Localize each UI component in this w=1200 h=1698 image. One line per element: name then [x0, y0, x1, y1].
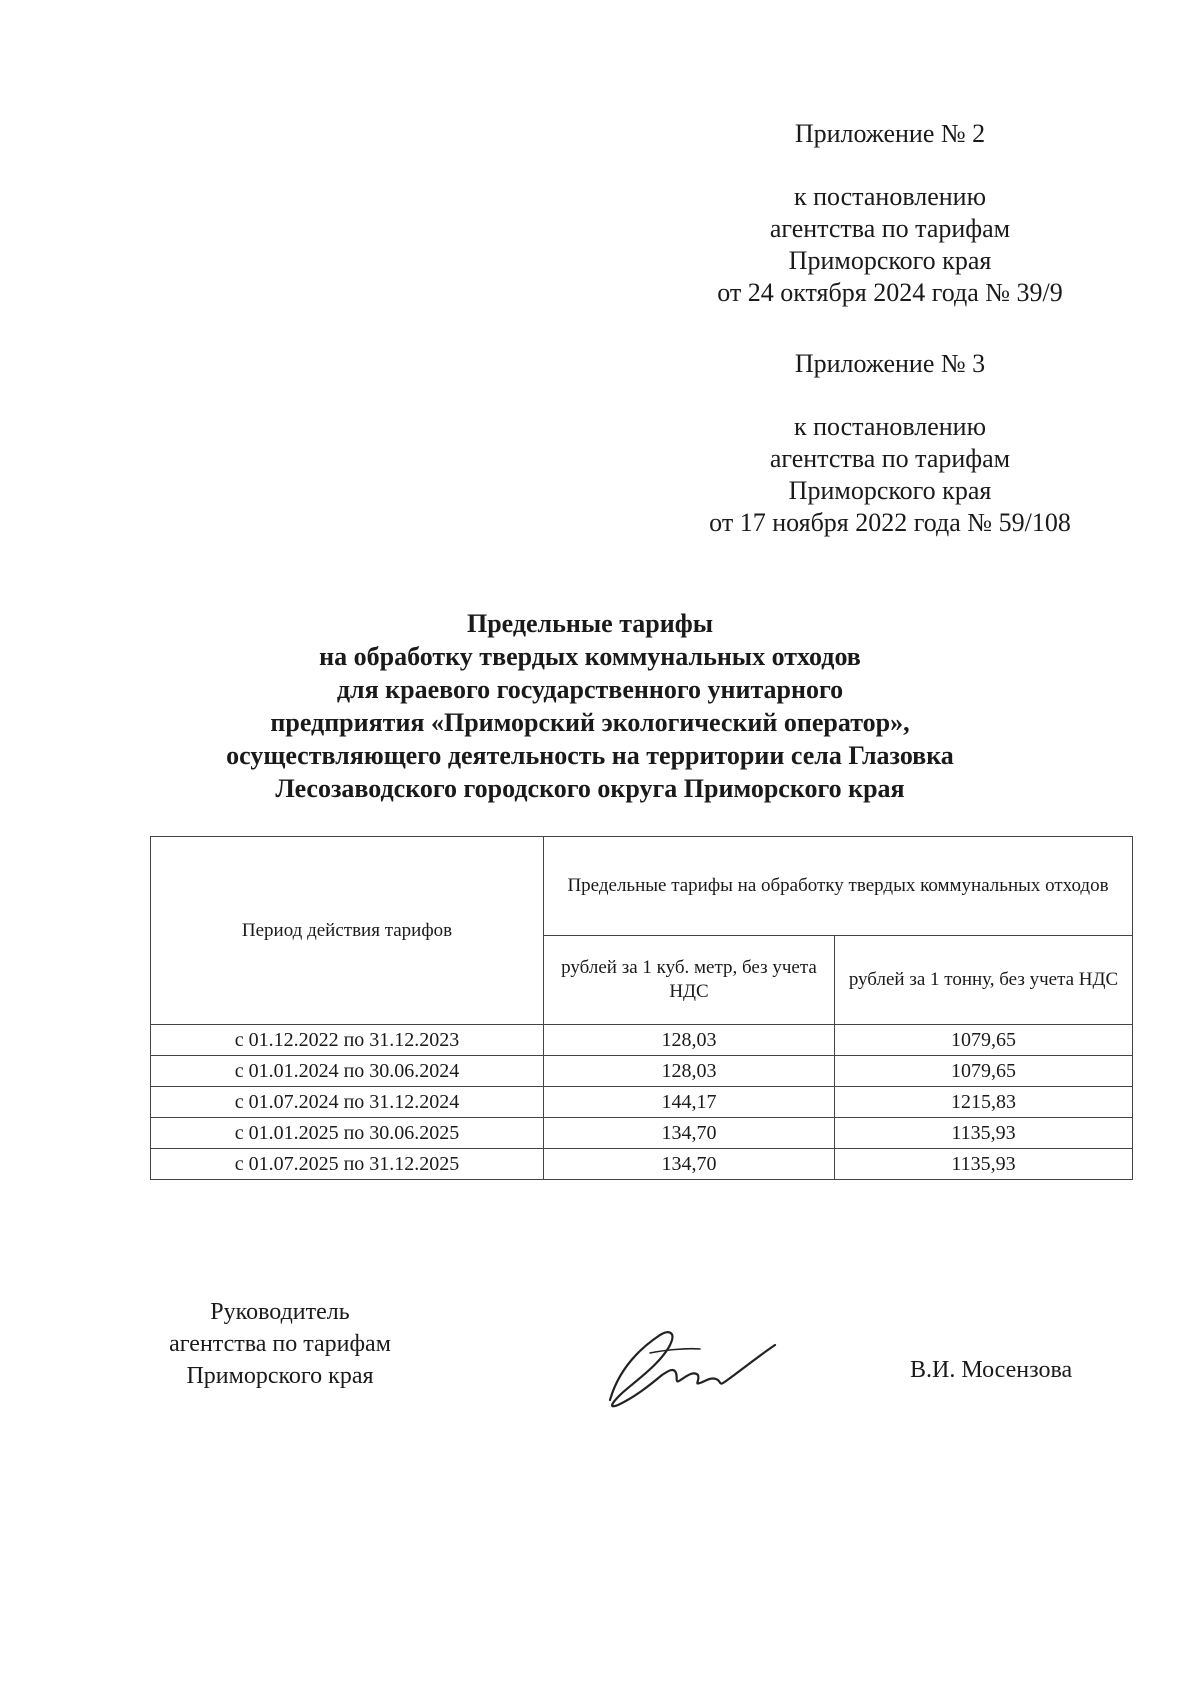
appendix-2-line: от 24 октября 2024 года № 39/9	[717, 278, 1063, 307]
period-cell: с 01.07.2025 по 31.12.2025	[151, 1149, 544, 1180]
cubic-cell: 144,17	[544, 1087, 835, 1118]
appendix-2-block	[670, 118, 1110, 309]
period-cell: с 01.01.2025 по 30.06.2025	[151, 1118, 544, 1149]
handwritten-signature	[590, 1305, 780, 1415]
title-line: Предельные тарифы	[466, 609, 714, 638]
table-row	[151, 1025, 1133, 1056]
appendix-3-line: Приморского края	[788, 476, 992, 505]
cubic-cell: 134,70	[544, 1118, 835, 1149]
ton-cell: 1079,65	[835, 1056, 1133, 1087]
header-period: Период действия тарифов	[151, 837, 544, 1025]
signer-position	[140, 1296, 420, 1392]
appendix-3-title: Приложение № 3	[794, 349, 986, 378]
table-row	[151, 1149, 1133, 1180]
document-title	[140, 607, 1040, 805]
appendix-3-line: агентства по тарифам	[769, 444, 1011, 473]
period-cell: с 01.01.2024 по 30.06.2024	[151, 1056, 544, 1087]
signer-name: В.И. Мосензова	[910, 1357, 1073, 1383]
ton-cell: 1215,83	[835, 1087, 1133, 1118]
header-cubic-meter: рублей за 1 куб. метр, без учета НДС	[544, 936, 835, 1025]
appendix-2-line: Приморского края	[788, 246, 992, 275]
appendix-3-line: от 17 ноября 2022 года № 59/108	[709, 508, 1071, 537]
cubic-cell: 134,70	[544, 1149, 835, 1180]
cubic-cell: 128,03	[544, 1025, 835, 1056]
ton-cell: 1079,65	[835, 1025, 1133, 1056]
title-line: Лесозаводского городского округа Приморского края	[275, 774, 905, 803]
appendix-2-line: к постановлению	[793, 182, 987, 211]
table-row	[151, 1087, 1133, 1118]
signer-line: агентства по тарифам	[169, 1331, 391, 1357]
cubic-cell: 128,03	[544, 1056, 835, 1087]
header-tariff-group: Предельные тарифы на обработку твердых коммунальных отходов	[544, 837, 1133, 936]
tariff-table	[150, 836, 1133, 1180]
title-line: для краевого государственного унитарного	[336, 675, 844, 704]
header-ton: рублей за 1 тонну, без учета НДС	[835, 936, 1133, 1025]
signer-line: Приморского края	[186, 1363, 374, 1389]
table-row	[151, 1118, 1133, 1149]
title-line: предприятия «Приморский экологический оператор»,	[270, 708, 910, 737]
title-line: осуществляющего деятельность на территории села Глазовка	[226, 741, 954, 770]
signer-line: Руководитель	[210, 1299, 350, 1325]
period-cell: с 01.12.2022 по 31.12.2023	[151, 1025, 544, 1056]
title-line: на обработку твердых коммунальных отходов	[319, 642, 861, 671]
appendix-3-line: к постановлению	[793, 412, 987, 441]
appendix-2-title: Приложение № 2	[794, 119, 986, 148]
appendix-3-block	[650, 348, 1130, 539]
period-cell: с 01.07.2024 по 31.12.2024	[151, 1087, 544, 1118]
appendix-2-line: агентства по тарифам	[769, 214, 1011, 243]
ton-cell: 1135,93	[835, 1149, 1133, 1180]
table-row	[151, 1056, 1133, 1087]
ton-cell: 1135,93	[835, 1118, 1133, 1149]
